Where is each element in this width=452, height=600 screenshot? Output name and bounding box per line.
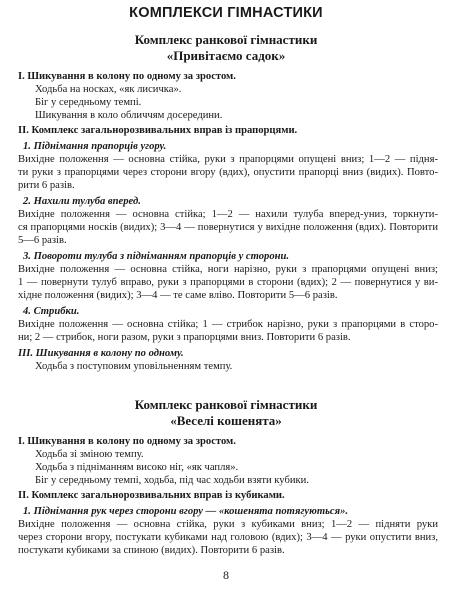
complex1-section1-line: Біг у середньому темпі. (35, 97, 142, 108)
complex1-exercise1-line: рити 6 разів. (18, 180, 75, 191)
complex2-section1-line: Ходьба зі зміною темпу. (35, 449, 144, 460)
complex1-exercise2-line: ся прапорцями носків (видих); 3—4 — повернутися у вихідне положення (вдих). Повторити (18, 222, 438, 233)
complex1-section2-heading: II. Комплекс загальнорозвивальних вправ із прапорцями. (18, 125, 298, 136)
complex1-exercise3-line: 1 — повернути тулуб вправо, руки з прапорцями в сторони (вдих); 2 — повернутися у ви- (18, 277, 438, 288)
page-heading: КОМПЛЕКСИ ГІМНАСТИКИ (129, 5, 323, 21)
complex1-title: Комплекс ранкової гімнастики (134, 32, 318, 47)
complex1-exercise3-title: 3. Повороти тулуба з підніманням прапорців у сторони. (23, 251, 290, 262)
complex1-section1-heading: I. Шикування в колону по одному за зростом. (18, 71, 236, 82)
complex1-section3-line: Ходьба з поступовим уповільненням темпу. (35, 361, 233, 372)
complex2-subtitle: «Веселі кошенята» (170, 413, 282, 428)
complex2-exercise1-line: Вихідне положення — основна стійка, руки з кубиками вниз; 1—2 — підняти руки (18, 519, 438, 530)
complex1-exercise3-line: Вихідне положення — основна стійка, ноги нарізно, руки з прапорцями опущені вниз; (18, 264, 438, 275)
page-number: 8 (223, 568, 229, 582)
complex1-subtitle: «Привітаємо садок» (166, 48, 286, 63)
complex2-section1-line: Біг у середньому темпі, ходьба, під час ходьби взяти кубики. (35, 475, 309, 486)
complex1-exercise2-line: 5—6 разів. (18, 235, 67, 246)
complex1-section1-line: Шикування в коло обличчям досередини. (35, 110, 223, 121)
complex2-section2-heading: II. Комплекс загальнорозвивальних вправ із кубиками. (18, 490, 285, 501)
complex1-section1-line: Ходьба на носках, «як лисичка». (35, 84, 182, 95)
complex1-exercise4-title: 4. Стрибки. (23, 306, 80, 317)
complex1-exercise1-line: Вихідне положення — основна стійка, руки з прапорцями опущені вниз; 1—2 — підня- (18, 154, 438, 165)
complex1-exercise4-line: ни; 2 — стрибок, ноги разом, руки з прапорцями вниз. Повторити 6 разів. (18, 332, 351, 343)
complex1-exercise4-line: Вихідне положення — основна стійка; 1 — стрибок нарізно, руки з прапорцями в сторо- (18, 319, 438, 330)
complex1-exercise2-line: Вихідне положення — основна стійка; 1—2 — нахили тулуба вперед-униз, торкнути- (18, 209, 438, 220)
complex1-exercise2-title: 2. Нахили тулуба вперед. (23, 196, 141, 207)
complex1-exercise3-line: хідне положення (видих); 3—4 — те саме вліво. Повторити 5—6 разів. (18, 290, 338, 301)
complex2-exercise1-line: постукати кубиками за спиною (видих). Повторити 6 разів. (18, 545, 285, 556)
complex1-exercise1-title: 1. Піднімання прапорців угору. (23, 141, 167, 152)
complex1-section3-heading: III. Шикування в колону по одному. (18, 348, 184, 359)
complex2-exercise1-line: через сторони вгору, постукати кубиками над головою (вдих); 3—4 — руки опустити вниз, (18, 532, 438, 543)
complex2-title: Комплекс ранкової гімнастики (134, 397, 318, 412)
complex2-section1-heading: I. Шикування в колону по одному за зростом. (18, 436, 236, 447)
complex1-exercise1-line: ти руки з прапорцями через сторони вгору (вдих), опустити прапорці вниз (видих). Повто- (18, 167, 438, 178)
complex2-section1-line: Ходьба з підніманням високо ніг, «як чапля». (35, 462, 239, 473)
complex2-exercise1-title: 1. Піднімання рук через сторони вгору — «кошенята потягуються». (23, 506, 349, 517)
